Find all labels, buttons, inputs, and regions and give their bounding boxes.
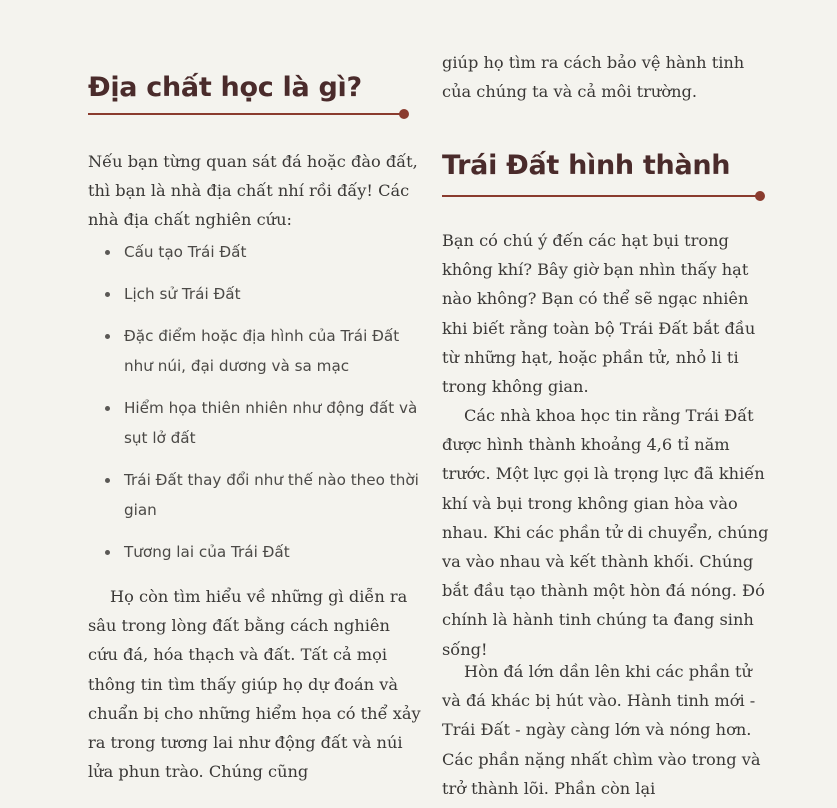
paragraph-2: Các nhà khoa học tin rằng Trái Đất được hình thành khoảng 4,6 tỉ năm trước. Một lực gọi là trọng lực đã khiến khí và bụi trong không gian hòa vào nhau. Khi các phần tử di chuyển, chúng va vào nhau và kết thành khối. Chúng bắt đầu tạo thành một hòn đá nóng. Đó chính là hành tinh chúng ta đang sinh sống! — [442, 406, 769, 659]
topics-list — [102, 237, 420, 567]
underline-dot — [399, 109, 409, 119]
list-item: Tương lai của Trái Đất — [102, 537, 420, 567]
heading-dia-chat-hoc: Địa chất học là gì? — [88, 72, 362, 103]
closing-paragraph: Họ còn tìm hiểu về những gì diễn ra sâu trong lòng đất bằng cách nghiên cứu đá, hóa thạch và đất. Tất cả mọi thông tin tìm thấy giúp họ dự đoán và chuẩn bị cho những hiểm họa có thể xảy ra trong tương lai như động đất và núi lửa phun trào. Chúng cũng — [88, 587, 421, 782]
continuation-paragraph: giúp họ tìm ra cách bảo vệ hành tinh của chúng ta và cả môi trường. — [442, 53, 745, 102]
heading-underline-right — [442, 195, 760, 197]
paragraph-1: Bạn có chú ý đến các hạt bụi trong không khí? Bây giờ bạn nhìn thấy hạt nào không? Bạn có thể sẽ ngạc nhiên khi biết rằng toàn bộ Trái Đất bắt đầu từ những hạt, hoặc phần tử, nhỏ li ti trong không gian. — [442, 231, 756, 397]
list-item: Đặc điểm hoặc địa hình của Trái Đất như núi, đại dương và sa mạc — [102, 321, 420, 381]
list-item: Cấu tạo Trái Đất — [102, 237, 420, 267]
list-item: Hiểm họa thiên nhiên như động đất và sụt lở đất — [102, 393, 420, 453]
heading-underline-left — [88, 113, 404, 115]
intro-paragraph: Nếu bạn từng quan sát đá hoặc đào đất, thì bạn là nhà địa chất nhí rồi đấy! Các nhà địa chất nghiên cứu: — [88, 152, 418, 230]
list-item: Lịch sử Trái Đất — [102, 279, 420, 309]
heading-trai-dat-hinh-thanh: Trái Đất hình thành — [442, 150, 731, 181]
list-item: Trái Đất thay đổi như thế nào theo thời gian — [102, 465, 420, 525]
paragraph-3: Hòn đá lớn dần lên khi các phần tử và đá khác bị hút vào. Hành tinh mới - Trái Đất - ngày càng lớn và nóng hơn. Các phần nặng nhất chìm vào trong và trở thành lõi. Phần còn lại — [442, 662, 761, 798]
underline-dot — [755, 191, 765, 201]
